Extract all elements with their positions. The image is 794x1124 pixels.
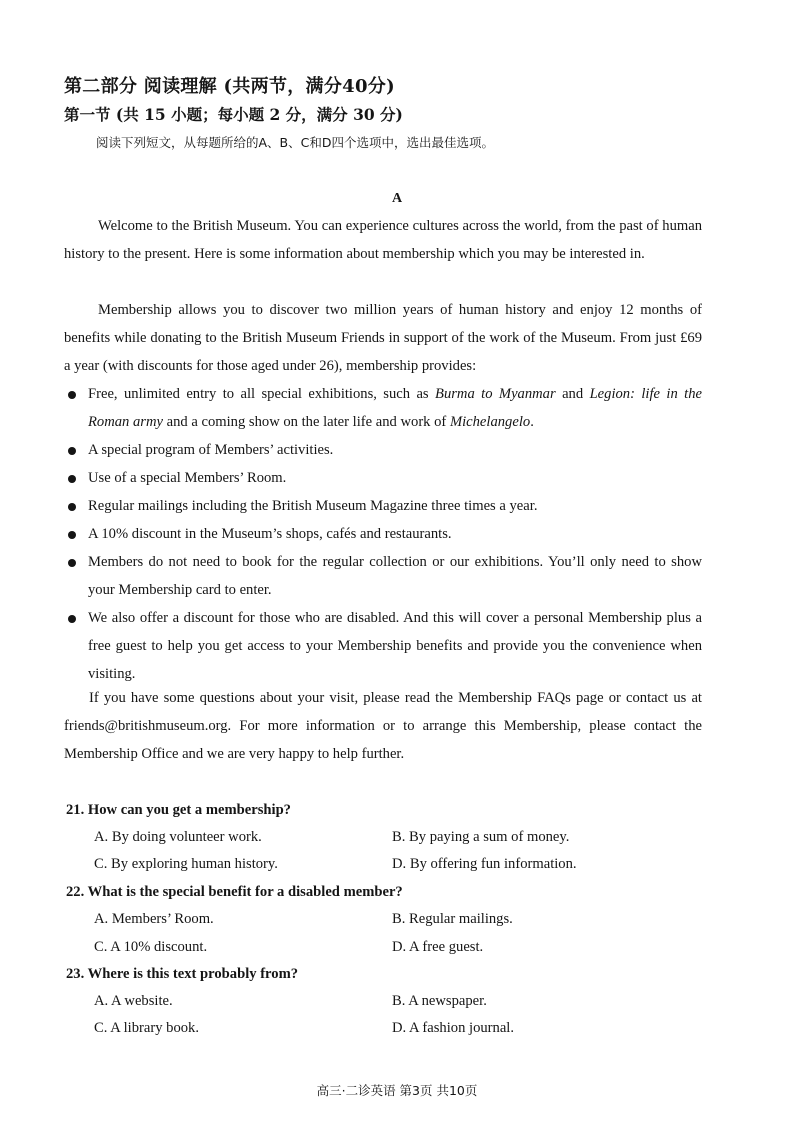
bullet-icon: [68, 447, 76, 455]
question-22-stem: 22. What is the special benefit for a disabled member?: [66, 884, 403, 900]
bullet-icon: [68, 503, 76, 511]
passage-paragraph-2: Membership allows you to discover two million years of human history and enjoy 12 months of benefits while donating to the British Museum Friends in support of the work of the Museum. From just £69 a year (with discounts for those aged under 26), membership provides:: [64, 302, 702, 374]
question-23-stem: 23. Where is this text probably from?: [66, 966, 299, 982]
question-23-option-a: A. A website.: [94, 993, 173, 1009]
question-22-option-b: B. Regular mailings.: [392, 911, 513, 927]
list-item: Members do not need to book for the regular collection or our exhibitions. You’ll only need to show your Membership card to enter.: [64, 548, 702, 604]
question-22-option-c: C. A 10% discount.: [94, 939, 208, 955]
instruction-text: 阅读下列短文，从每题所给的A、B、C和D四个选项中，选出最佳选项。: [96, 135, 494, 150]
list-item: A special program of Members’ activities.: [64, 436, 702, 464]
bullet-icon: [68, 559, 76, 567]
question-22-option-d: D. A free guest.: [392, 939, 484, 955]
subsection-title: 第一节 (共 15 小题；每小题 2 分，满分 30 分): [64, 105, 403, 124]
question-21-option-b: B. By paying a sum of money.: [392, 829, 570, 845]
list-item: Free, unlimited entry to all special exhibitions, such as Burma to Myanmar and Legion: life in the Roman army and a coming show on the later life and work of Michelangelo.: [64, 380, 702, 436]
bullet-icon: [68, 475, 76, 483]
question-23-option-c: C. A library book.: [94, 1020, 199, 1036]
question-21-stem: 21. How can you get a membership?: [66, 802, 291, 818]
list-item: A 10% discount in the Museum’s shops, cafés and restaurants.: [64, 520, 702, 548]
question-23-option-b: B. A newspaper.: [392, 993, 487, 1009]
question-22-option-a: A. Members’ Room.: [94, 911, 214, 927]
page-footer: 高三·二诊英语 第3页 共10页: [316, 1083, 478, 1098]
section-title: 第二部分 阅读理解 (共两节，满分40分): [64, 76, 395, 97]
bullet-icon: [68, 615, 76, 623]
list-item: We also offer a discount for those who are disabled. And this will cover a personal Membership plus a free guest to help you get access to your Membership benefits and provide you the convenience when visiting.: [64, 604, 702, 688]
passage-label: A: [391, 191, 403, 206]
bullet-icon: [68, 531, 76, 539]
benefits-list: [64, 380, 702, 688]
list-item: Use of a special Members’ Room.: [64, 464, 702, 492]
passage-paragraph-1: Welcome to the British Museum. You can experience cultures across the world, from the past of human history to the present. Here is some information about membership which you may be interested in.: [64, 218, 702, 262]
passage-closing: If you have some questions about your visit, please read the Membership FAQs page or contact us at friends@britishmuseum.org. For more information or to arrange this Membership, please contact the Membership Office and we are very happy to help further.: [64, 690, 702, 762]
question-21-option-c: C. By exploring human history.: [94, 856, 278, 872]
list-item: Regular mailings including the British Museum Magazine three times a year.: [64, 492, 702, 520]
question-21-option-a: A. By doing volunteer work.: [94, 829, 262, 845]
bullet-icon: [68, 391, 76, 399]
question-21-option-d: D. By offering fun information.: [392, 856, 577, 872]
question-23-option-d: D. A fashion journal.: [392, 1020, 515, 1036]
